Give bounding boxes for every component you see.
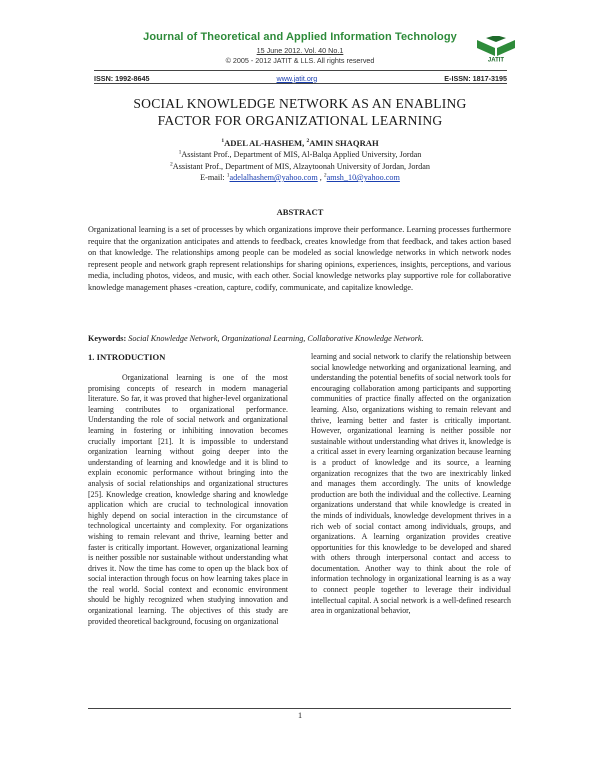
paper-title — [60, 95, 540, 129]
website-link[interactable]: www.jatit.org — [276, 73, 318, 83]
header-top-rule — [94, 70, 507, 71]
eissn: E-ISSN: 1817-3195 — [444, 73, 507, 83]
issn: ISSN: 1992-8645 — [94, 73, 150, 83]
logo-book-right-icon — [497, 40, 515, 56]
logo-text: JATIT — [487, 57, 505, 62]
email-link-2[interactable]: amsh_10@yahoo.com — [326, 173, 400, 182]
right-column-text: learning and social network to clarify the relationship between social knowledge networking and organizational learning, and understanding the potential benefits of social network tools for encouraging collaboration among participants and supporting communities of practice finally affected on the organization learning. Also, organizations wishing to remain relevant and thrive, learning better and faster is critically important. However, organizational learning is neither possible nor sustainable without understanding what drives it, knowledge is a critical asset in every learning organization because learning is a product of knowledge and its source, a learning organization recognizes that the two are inextricably linked and manages them accordingly. The units of knowledge production are both the individual and the collective. Learning organizations understand that while knowledge is created in the minds of individuals, knowledge development thrives in a rich web of social contact among individuals, groups, and organizations. A learning organization provides creative opportunities for this knowledge to be developed and shared with others through interpersonal contact and access to documentation. Another way to think about the role of information technology in organizational learning is as a way to connect people together to leverage their individual intellectual capital. A social network is a well-defined research area in organizational behavior, — [311, 352, 511, 616]
affiliation-1: $^1$Assistant Prof., Department of MIS, Al-Balqa Applied University, Jordan — [178, 149, 422, 159]
keywords — [88, 333, 518, 344]
issn-row — [94, 73, 507, 83]
header-bottom-rule — [94, 83, 507, 84]
title-line-2: FACTOR FOR ORGANIZATIONAL LEARNING — [157, 113, 443, 128]
abstract-text: Organizational learning is a set of processes by which organizations improve their performance. Learning processes furthermore require that the organization anticipates and attends to feedback, creates knowledge from that feedback, and takes action based on that knowledge. The relationships among people can be modeled as social knowledge networks in which network nodes represent people and network graph represent relationships for sharing opinions, experiences, insights, perceptions, and various media, including photos, videos, and music, with each other. Social knowledge networks play supportive role for collaborative knowledge management phases -creation, capture, codify, communicate, and capitalize knowledge. — [88, 225, 511, 292]
logo-book-left-icon — [477, 40, 495, 56]
section-heading: 1. INTRODUCTION — [88, 352, 166, 362]
copyright-line: © 2005 - 2012 JATIT & LLS. All rights reserved — [225, 56, 375, 65]
abstract-heading: ABSTRACT — [276, 207, 324, 217]
page-number: 1 — [297, 711, 303, 720]
left-column — [88, 352, 288, 627]
email-link-1[interactable]: adelalhashem@yahoo.com — [229, 173, 318, 182]
affiliation-2: $^2$Assistant Prof., Department of MIS, Alzaytoonah University of Jordan, Jordan — [170, 161, 430, 171]
journal-logo — [473, 36, 519, 62]
keywords-label: Keywords: — [88, 334, 127, 343]
keywords-text: Social Knowledge Network, Organizational Learning, Collaborative Knowledge Network. — [126, 334, 424, 343]
footer-rule — [88, 708, 511, 709]
logo-cap-icon — [486, 36, 506, 42]
issue-line: 15 June 2012. Vol. 40 No.1 — [256, 46, 344, 55]
title-line-1: SOCIAL KNOWLEDGE NETWORK AS AN ENABLING — [133, 96, 467, 111]
journal-title: Journal of Theoretical and Applied Information Technology — [143, 31, 457, 43]
email-line: E-mail: $^1$adelalhashem@yahoo.com , $^2$amsh_10@yahoo.com — [200, 172, 400, 182]
authors: $^1$ADEL AL-HASHEM, $^2$AMIN SHAQRAH — [221, 138, 379, 148]
left-column-text: Organizational learning is one of the most promising concepts of research in modern managerial literature. So far, it was proved that higher-level organizational learning contributes to organizational performance. Understanding the role of social network and organizational learning in fostering or inhibiting innovation becomes crucially important [21]. It is impossible to understand organization learning without going deeper into the understanding of learning and knowledge and it is blind to explain economic performance without bringing into the analysis of social relationships and organizational structures [25]. Knowledge creation, knowledge sharing and knowledge application which are crucial to technological innovation highly depend on social interaction in the circumstance of technological uncertainty and complexity. For organizations wishing to remain relevant and thrive, learning better and faster is critically important. However, organizational learning is neither possible nor sustainable without understanding what drives it. Now the time has come to open up the black box of social interaction through focus on how learning takes place in the real world. Social context and economic environment should be highly recognized when studying innovation and organizational learning. The objectives of this study are provided theoretical background, focusing on organizational — [88, 373, 288, 626]
right-column — [311, 352, 511, 617]
